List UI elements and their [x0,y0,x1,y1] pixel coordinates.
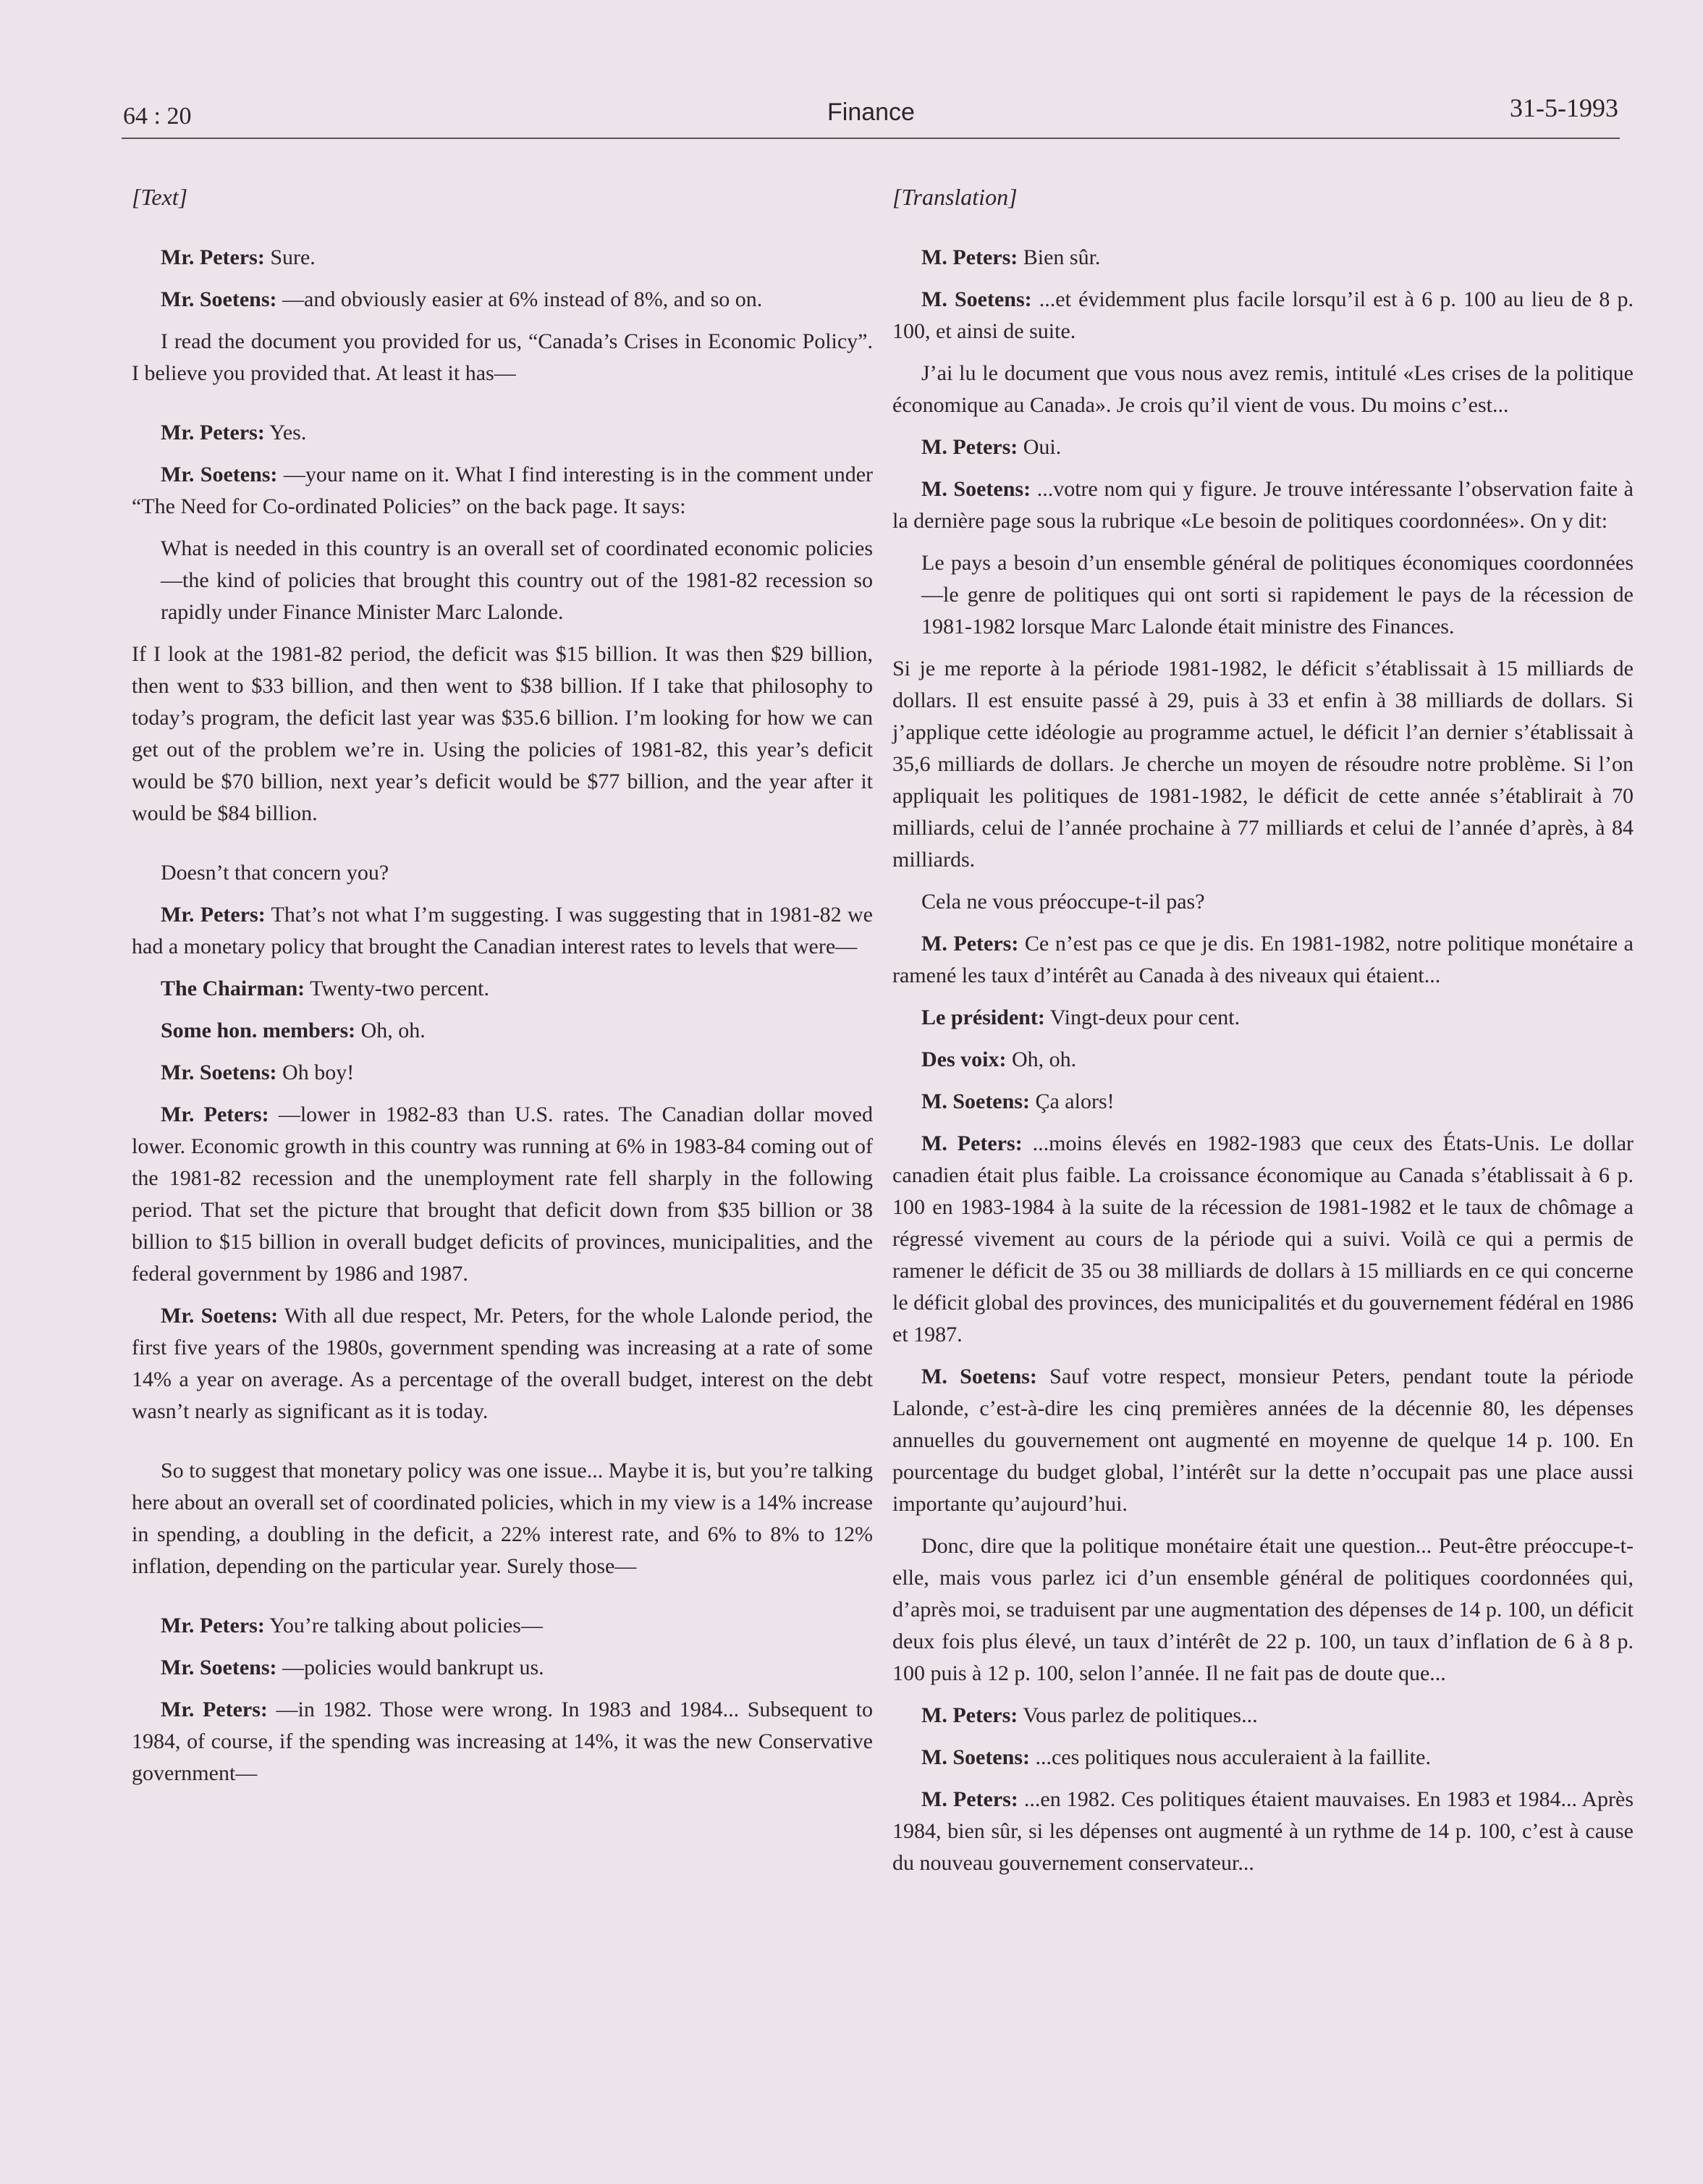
speech-text: You’re talking about policies— [264,1614,543,1637]
speech-text: Vous parlez de politiques... [1018,1703,1258,1727]
paragraph [892,1742,1634,1774]
page-header [122,93,1620,139]
paragraph [132,899,873,963]
paragraph [892,1128,1634,1351]
paragraph [132,459,873,523]
block-quote: What is needed in this country is an overall set of coordinated economic policies—the kind of policies that brought this country out of the 1981-82 recession so rapidly under Finance Minister Marc Lalonde. [161,536,873,624]
speech-text: —your name on it. What I find interesting is in the comment under “The Need for Co-ordinated Policies” on the back page. It says: [132,463,873,518]
paragraph [132,1694,873,1789]
speaker-name: Mr. Peters: [161,903,266,927]
paragraph [892,1002,1634,1034]
paragraph [892,1700,1634,1732]
page-title: Finance [827,98,915,126]
speech-text: Yes. [264,421,307,444]
speech-text: Donc, dire que la politique monétaire était une question... Peut-être préoccupe-t-elle, mais vous parlez ici d’un ensemble général de politiques coordonnées qui, d’après moi, se traduisent par une augmentation des dépenses de 14 p. 100, un déficit deux fois plus élevé, un taux d’intérêt de 22 p. 100, un taux d’inflation de 6 à 8 p. 100 puis à 12 p. 100, selon l’année. Il ne fait pas de doute que... [892,1534,1634,1685]
paragraph [892,886,1634,918]
speech-text: ...et évidemment plus facile lorsqu’il est à 6 p. 100 au lieu de 8 p. 100, et ainsi de suite. [892,287,1634,343]
speech-text: Oh, oh. [1006,1047,1077,1071]
speech-text: Doesn’t that concern you? [161,861,389,885]
paragraph [892,358,1634,421]
speaker-name: M. Soetens: [921,477,1031,501]
paragraph [892,1361,1634,1520]
speaker-name: Mr. Peters: [161,421,265,444]
speech-text: —in 1982. Those were wrong. In 1983 and 1984... Subsequent to 1984, of course, if the spending was increasing at 14%, it was the new Conservative government— [132,1698,873,1785]
paragraph [892,653,1634,876]
speaker-name: Mr. Soetens: [161,1061,277,1084]
paragraph [892,1044,1634,1076]
speech-text: —and obviously easier at 6% instead of 8%, and so on. [276,287,763,311]
paragraph [892,242,1634,274]
paragraph [132,417,873,449]
speech-text: —policies would bankrupt us. [276,1656,544,1679]
speech-text: Twenty-two percent. [305,977,489,1000]
paragraph [132,1099,873,1290]
speaker-name: M. Peters: [921,245,1018,269]
speech-text: —lower in 1982-83 than U.S. rates. The Canadian dollar moved lower. Economic growth in this country was running at 6% in 1983-84 coming out of the 1981-82 recession and the unemployment rate fell sharply in the following period. That set the picture that brought that deficit down from $35 billion or 38 billion to $15 billion in overall budget deficits of provinces, municipalities, and the federal government by 1986 and 1987. [132,1102,873,1286]
paragraph [132,326,873,389]
speech-text: Sauf votre respect, monsieur Peters, pendant toute la période Lalonde, c’est-à-dire les cinq premières années de la décennie 80, les dépenses annuelles du gouvernement ont augmenté en moyenne de quelque 14 p. 100. En pourcentage du budget global, l’intérêt sur la dette n’occupait pas une place aussi importante qu’aujourd’hui. [892,1365,1634,1516]
speaker-name: Mr. Soetens: [161,1304,279,1328]
page-number: 64 : 20 [123,103,192,130]
speech-text: J’ai lu le document que vous nous avez remis, intitulé «Les crises de la politique économique au Canada». Je crois qu’il vient de vous. Du moins c’est... [892,361,1634,417]
speaker-name: Mr. Soetens: [161,463,278,486]
speaker-name: Mr. Peters: [161,1102,269,1126]
paragraph [132,1652,873,1684]
speaker-name: M. Peters: [921,1703,1018,1727]
page-date: 31-5-1993 [1510,93,1618,122]
paragraph [132,1300,873,1428]
speech-text: ...votre nom qui y figure. Je trouve intéressante l’observation faite à la dernière page sous la rubrique «Le besoin de politiques coordonnées». On y dit: [892,477,1634,533]
speech-text: With all due respect, Mr. Peters, for the whole Lalonde period, the first five years of the 1980s, government spending was increasing at a rate of some 14% a year on average. As a percentage of the overall budget, interest on the debt wasn’t nearly as significant as it is today. [132,1304,873,1423]
speech-text: ...moins élevés en 1982-1983 que ceux des États-Unis. Le dollar canadien était plus faible. La croissance économique au Canada s’établissait à 6 p. 100 en 1983-1984 à la suite de la récession de 1981-1982 et le taux de chômage a régressé vivement au cours de la période qui a suivi. Voilà ce qui a permis de ramener le déficit de 35 ou 38 milliards de dollars à 15 milliards en ce qui concerne le déficit global des provinces, des municipalités et du gouvernement fédéral en 1986 et 1987. [892,1131,1634,1346]
paragraph [132,284,873,316]
speech-text: Si je me reporte à la période 1981-1982, le déficit s’établissait à 15 milliards de dollars. Il est ensuite passé à 29, puis à 33 et enfin à 38 milliards de dollars. Si j’applique cette idéologie au programme actuel, le déficit l’an dernier s’établissait à 35,6 milliards de dollars. Je cherche un moyen de résoudre notre problème. Si l’on appliquait les politiques de 1981-1982, le déficit de cette année s’établirait à 70 milliards, celui de l’année prochaine à 77 milliards et celui de l’année d’après, à 84 milliards. [892,657,1634,872]
speaker-name: Des voix: [921,1047,1007,1071]
paragraph [132,973,873,1005]
speaker-name: M. Peters: [921,435,1018,459]
speech-text: Cela ne vous préoccupe-t-il pas? [921,890,1205,914]
paragraph [132,638,873,830]
paragraph [892,1086,1634,1118]
speaker-name: Mr. Soetens: [161,1656,277,1679]
speaker-name: Some hon. members: [161,1019,356,1042]
speech-text: I read the document you provided for us, “Canada’s Crises in Economic Policy”. I believe you provided that. At least it has— [132,329,873,385]
speech-text: That’s not what I’m suggesting. I was suggesting that in 1981-82 we had a monetary policy that brought the Canadian interest rates to levels that were— [132,903,873,958]
paragraph [132,1057,873,1089]
paragraph [132,1015,873,1047]
paragraph [892,431,1634,463]
french-column [892,181,1634,1889]
speech-text: Sure. [264,245,316,269]
english-column [132,181,873,1800]
speaker-name: M. Soetens: [921,1365,1037,1388]
speaker-name: Mr. Peters: [161,245,265,269]
speech-text: Vingt-deux pour cent. [1044,1005,1241,1029]
paragraph [892,1784,1634,1879]
speech-text: Bien sûr. [1018,245,1101,269]
speaker-name: M. Peters: [921,1787,1018,1811]
speaker-name: M. Peters: [921,1131,1023,1155]
paragraph [892,1530,1634,1690]
speech-text: Ce n’est pas ce que je dis. En 1981-1982, notre politique monétaire a ramené les taux d’intérêt au Canada à des niveaux qui étaient... [892,932,1634,987]
speaker-name: M. Soetens: [921,287,1032,311]
paragraph [132,242,873,274]
speech-text: ...en 1982. Ces politiques étaient mauvaises. En 1983 et 1984... Après 1984, bien sûr, si les dépenses ont augmenté à un rythme de 14 p. 100, c’est à cause du nouveau gouvernement conservateur... [892,1787,1634,1875]
speech-text: So to suggest that monetary policy was one issue... Maybe it is, but you’re talking here about an overall set of coordinated policies, which in my view is a 14% increase in spending, a doubling in the deficit, a 22% interest rate, and 6% to 8% to 12% inflation, depending on the particular year. Surely those— [132,1459,873,1578]
speaker-name: M. Soetens: [921,1089,1030,1113]
block-quote: Le pays a besoin d’un ensemble général de politiques économiques coordonnées—le genre de politiques qui ont sorti si rapidement le pays de la récession de 1981-1982 lorsque Marc Lalonde était ministre des Finances. [921,551,1634,638]
speaker-name: M. Peters: [921,932,1019,956]
speaker-name: Mr. Soetens: [161,287,277,311]
paragraph [132,1610,873,1642]
paragraph [132,857,873,889]
speaker-name: The Chairman: [161,977,305,1000]
column-label: [Translation] [892,184,1018,210]
column-label: [Text] [132,184,188,210]
paragraph [892,928,1634,992]
speaker-name: Mr. Peters: [161,1614,265,1637]
speech-text: Oh boy! [276,1061,355,1084]
speech-text: Oui. [1018,435,1062,459]
speaker-name: M. Soetens: [921,1745,1030,1769]
paragraph [892,284,1634,347]
speech-text: Ça alors! [1029,1089,1115,1113]
speaker-name: Mr. Peters: [161,1698,268,1721]
paragraph [132,1455,873,1582]
speaker-name: Le président: [921,1005,1045,1029]
paragraph [892,473,1634,537]
speech-text: If I look at the 1981-82 period, the deficit was $15 billion. It was then $29 billion, then went to $33 billion, and then went to $38 billion. If I take that philosophy to today’s program, the deficit last year was $35.6 billion. I’m looking for how we can get out of the problem we’re in. Using the policies of 1981-82, this year’s deficit would be $70 billion, next year’s deficit would be $77 billion, and the year after it would be $84 billion. [132,642,873,825]
speech-text: ...ces politiques nous acculeraient à la faillite. [1029,1745,1431,1769]
speech-text: Oh, oh. [355,1019,426,1042]
